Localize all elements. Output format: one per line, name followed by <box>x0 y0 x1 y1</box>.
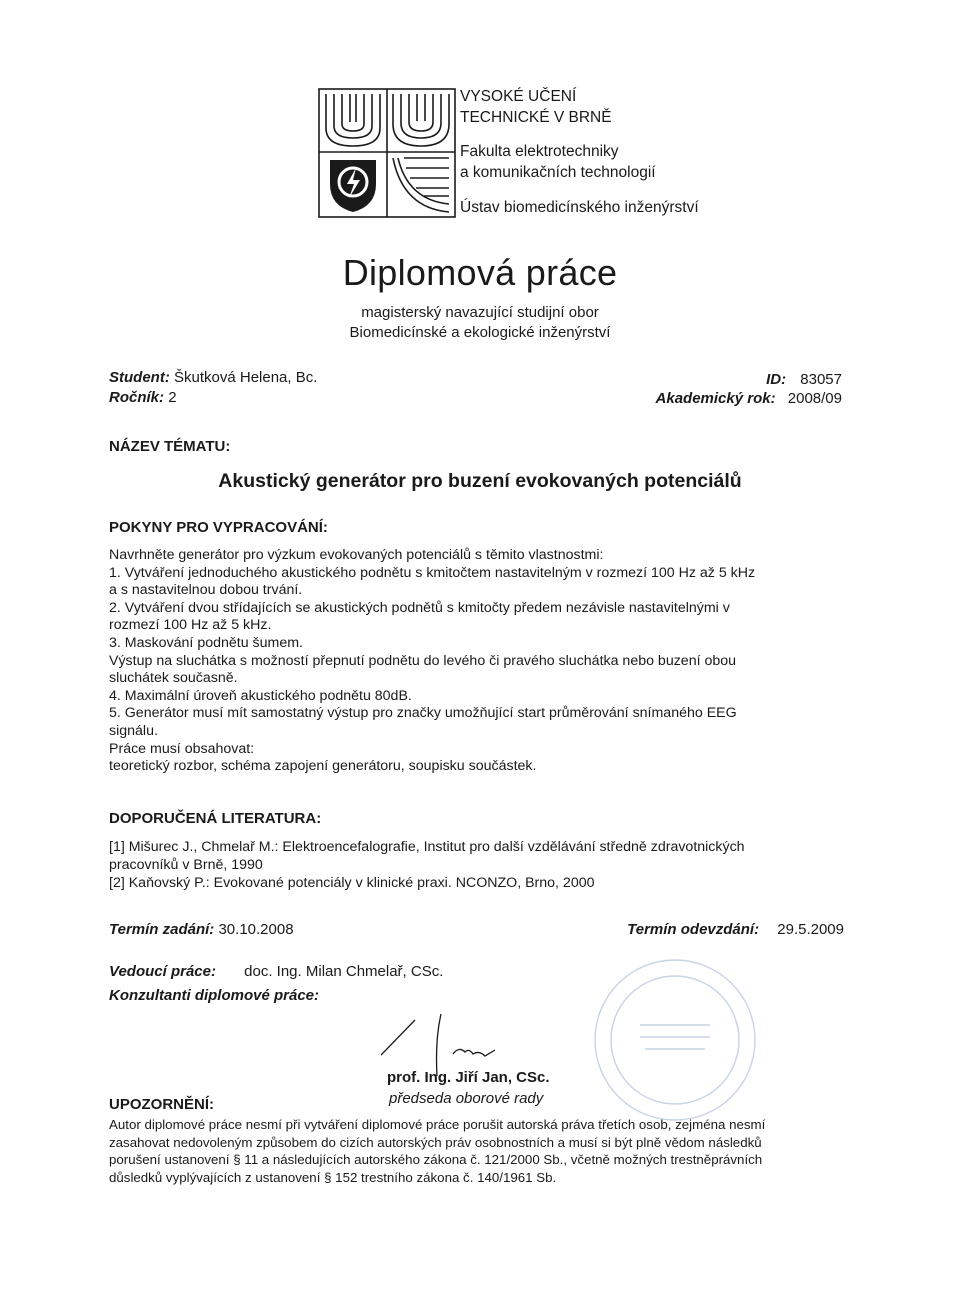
literature-heading: DOPORUČENÁ LITERATURA: <box>109 810 322 827</box>
instruction-line: Práce musí obsahovat: <box>109 740 255 757</box>
instruction-line: 1. Vytváření jednoduchého akustického podnětu s kmitočtem nastavitelným v rozmezí 100 Hz až 5 kHz <box>109 564 756 581</box>
notice-line: zasahovat nedovoleným způsobem do cizích autorských práv osobnostních a musí si být plně vědom následků <box>109 1134 762 1150</box>
notice-line: Autor diplomové práce nesmí při vytváření diplomové práce porušit autorská práva třetích osob, zejména nesmí <box>109 1117 766 1132</box>
year-value: 2 <box>168 389 177 406</box>
instruction-line: sluchátek současně. <box>109 670 238 687</box>
literature-body <box>109 839 854 892</box>
instruction-line: 3. Maskování podnětu šumem. <box>109 634 303 651</box>
supervisor-row <box>109 963 443 980</box>
literature-line: [1] Mišurec J., Chmelař M.: Elektroencefalografie, Institut pro další vzdělávání středně zdravotnických <box>109 839 745 855</box>
year-row <box>109 389 177 406</box>
assigned-date-value: 30.10.2008 <box>218 921 294 938</box>
instruction-line: 5. Generátor musí mít samostatný výstup pro značky umožňující start průměrování snímaného EEG <box>109 705 737 722</box>
assigned-date-label: Termín zadání: <box>109 921 215 938</box>
id-value: 83057 <box>800 371 842 388</box>
department-name: Ústav biomedicínského inženýrství <box>460 199 699 216</box>
university-name-line2: TECHNICKÉ V BRNĚ <box>460 109 612 126</box>
literature-line: pracovníků v Brně, 1990 <box>109 856 263 873</box>
faculty-name-line2: a komunikačních technologií <box>460 164 656 181</box>
literature-line: [2] Kaňovský P.: Evokované potenciály v klinické praxi. NCONZO, Brno, 2000 <box>109 874 595 891</box>
due-date-value: 29.5.2009 <box>777 921 844 938</box>
instruction-line: Výstup na sluchátka s možností přepnutí podnětu do levého či pravého sluchátka nebo buzení obou <box>109 652 737 669</box>
due-date-label: Termín odevzdání: <box>627 921 760 938</box>
id-row <box>766 371 842 388</box>
due-date-row <box>627 921 844 938</box>
study-field: Biomedicínské a ekologické inženýrství <box>349 324 611 341</box>
university-name-line1: VYSOKÉ UČENÍ <box>460 88 577 105</box>
consultants-label: Konzultanti diplomové práce: <box>109 987 320 1004</box>
instruction-line: signálu. <box>109 722 158 739</box>
year-label: Ročník: <box>109 389 165 406</box>
assigned-date-row <box>109 921 294 938</box>
university-logo <box>318 88 456 218</box>
supervisor-name: doc. Ing. Milan Chmelař, CSc. <box>244 963 444 980</box>
topic-title: Akustický generátor pro buzení evokovaných potenciálů <box>218 470 742 492</box>
id-label: ID: <box>766 371 787 388</box>
academic-year-label: Akademický rok: <box>655 390 776 407</box>
instruction-line: rozmezí 100 Hz až 5 kHz. <box>109 617 272 634</box>
student-name: Škutková Helena, Bc. <box>174 369 318 386</box>
academic-year-value: 2008/09 <box>787 390 842 407</box>
topic-heading: NÁZEV TÉMATU: <box>109 438 231 455</box>
study-program: magisterský navazující studijní obor <box>361 304 599 321</box>
instruction-line: a s nastavitelnou dobou trvání. <box>109 582 303 599</box>
document-title: Diplomová práce <box>342 252 618 293</box>
student-label: Student: <box>109 369 170 386</box>
signatory-role: předseda oborové rady <box>389 1090 544 1107</box>
notice-body <box>109 1116 854 1186</box>
academic-year-row <box>656 390 842 407</box>
faculty-name-line1: Fakulta elektrotechniky <box>460 143 619 160</box>
instruction-line: Navrhněte generátor pro výzkum evokovaných potenciálů s těmito vlastnostmi: <box>109 547 604 563</box>
instruction-line: 4. Maximální úroveň akustického podnětu 80dB. <box>109 687 412 704</box>
official-stamp <box>590 955 760 1125</box>
consultants-row <box>109 987 319 1004</box>
supervisor-label: Vedoucí práce: <box>109 963 216 980</box>
student-row <box>109 369 317 386</box>
notice-line: porušení ustanovení § 11 a následujících autorského zákona č. 121/2000 Sb., včetně možných trestněprávních <box>109 1152 763 1167</box>
instruction-line: 2. Vytváření dvou střídajících se akustických podnětů s kmitočty předem nezávisle nastavitelnými v <box>109 599 730 616</box>
signatory-name: prof. Ing. Jiří Jan, CSc. <box>387 1069 550 1086</box>
notice-line: důsledků vyplývajících z ustanovení § 152 trestního zákona č. 140/1961 Sb. <box>109 1169 557 1185</box>
notice-heading: UPOZORNĚNÍ: <box>109 1096 214 1113</box>
instruction-line: teoretický rozbor, schéma zapojení generátoru, soupisku součástek. <box>109 758 537 775</box>
instructions-body <box>109 547 854 776</box>
instructions-heading: POKYNY PRO VYPRACOVÁNÍ: <box>109 519 328 536</box>
